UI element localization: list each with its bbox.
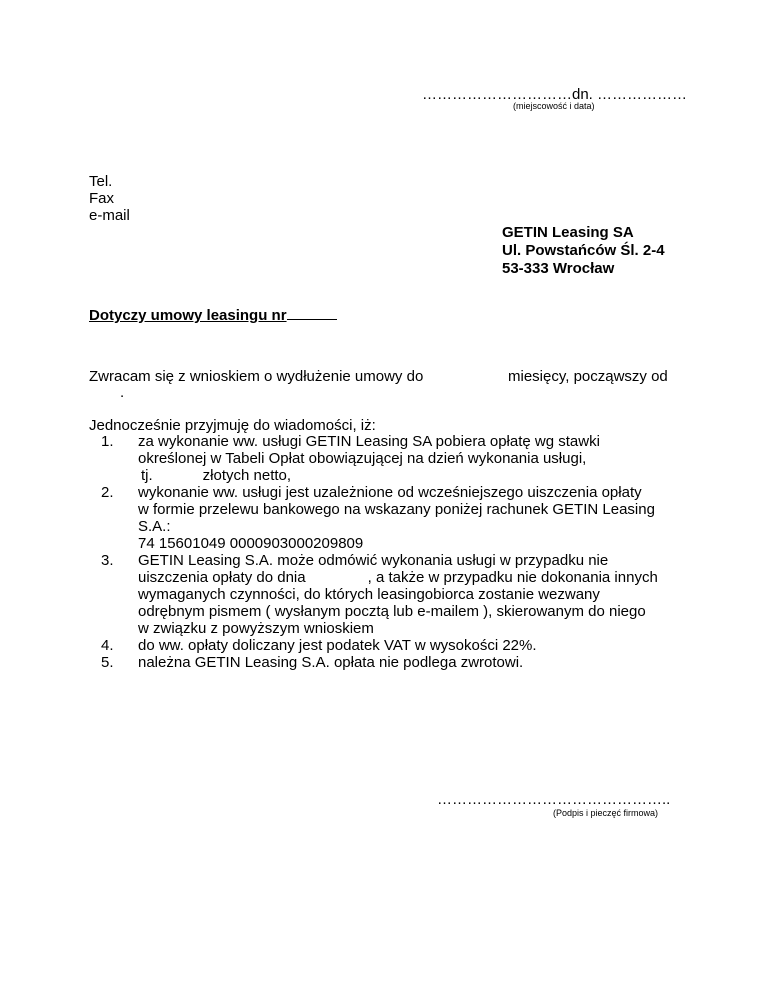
list-item-number: 1. — [101, 433, 114, 450]
contact-block — [89, 173, 130, 224]
place-date-caption: (miejscowość i data) — [513, 101, 595, 111]
list-item-line: za wykonanie ww. usługi GETIN Leasing SA pobiera opłatę wg stawki — [138, 433, 600, 450]
contact-tel: Tel. — [89, 173, 113, 190]
conditions-list — [101, 433, 701, 671]
list-item-line: do ww. opłaty doliczany jest podatek VAT w wysokości 22%. — [138, 637, 537, 654]
list-item-line: wykonanie ww. usługi jest uzależnione od wcześniejszego uiszczenia opłaty — [138, 484, 642, 501]
list-item-line: wymaganych czynności, do których leasingobiorca zostanie wezwany — [138, 586, 600, 603]
intro-text: Jednocześnie przyjmuję do wiadomości, iż: — [89, 417, 376, 434]
contract-number-blank — [287, 305, 337, 320]
list-item-continuation: , a także w przypadku nie dokonania innych — [367, 569, 658, 586]
contact-email: e-mail — [89, 207, 130, 224]
subject-line — [89, 305, 337, 324]
contact-fax: Fax — [89, 190, 115, 207]
list-item — [101, 637, 701, 654]
list-item-line — [138, 569, 701, 586]
list-item-number: 4. — [101, 637, 114, 654]
list-item-number: 5. — [101, 654, 114, 671]
net-amount-label: złotych netto, — [202, 467, 292, 484]
signature-caption: (Podpis i pieczęć firmowa) — [553, 808, 659, 818]
signature-line: ……………………………………….. — [437, 791, 671, 808]
payment-deadline-label: uiszczenia opłaty do dnia — [138, 569, 306, 586]
list-item-line: określonej w Tabeli Opłat obowiązującej na dzień wykonania usługi, — [138, 450, 587, 467]
recipient-company: GETIN Leasing SA — [502, 224, 634, 241]
list-item-line: S.A.: — [138, 518, 171, 535]
list-item-line: należna GETIN Leasing S.A. opłata nie podlega zwrotowi. — [138, 654, 524, 671]
request-text-right: miesięcy, począwszy od — [508, 368, 668, 385]
tj-label: tj. — [141, 467, 153, 484]
list-item — [101, 484, 701, 552]
subject-label: Dotyczy umowy leasingu nr — [89, 307, 287, 324]
list-item-number: 3. — [101, 552, 114, 569]
list-item — [101, 654, 701, 671]
recipient-street: Ul. Powstańców Śl. 2-4 — [502, 242, 665, 259]
list-item — [101, 433, 701, 484]
request-trailing-dot: . — [120, 384, 125, 401]
list-item-line — [138, 467, 701, 484]
place-date-line: …………………………dn. ……………… — [422, 86, 688, 103]
recipient-city: 53-333 Wrocław — [502, 260, 615, 277]
list-item-number: 2. — [101, 484, 114, 501]
bank-account-number: 74 15601049 0000903000209809 — [138, 535, 364, 552]
list-item-line: w związku z powyższym wnioskiem — [138, 620, 374, 637]
list-item-line: GETIN Leasing S.A. może odmówić wykonania usługi w przypadku nie — [138, 552, 609, 569]
list-item — [101, 552, 701, 637]
list-item-line: w formie przelewu bankowego na wskazany poniżej rachunek GETIN Leasing — [138, 501, 655, 518]
list-item-line: odrębnym pismem ( wysłanym pocztą lub e-mailem ), skierowanym do niego — [138, 603, 646, 620]
request-text-left: Zwracam się z wnioskiem o wydłużenie umowy do — [89, 368, 424, 385]
recipient-address — [502, 224, 665, 278]
